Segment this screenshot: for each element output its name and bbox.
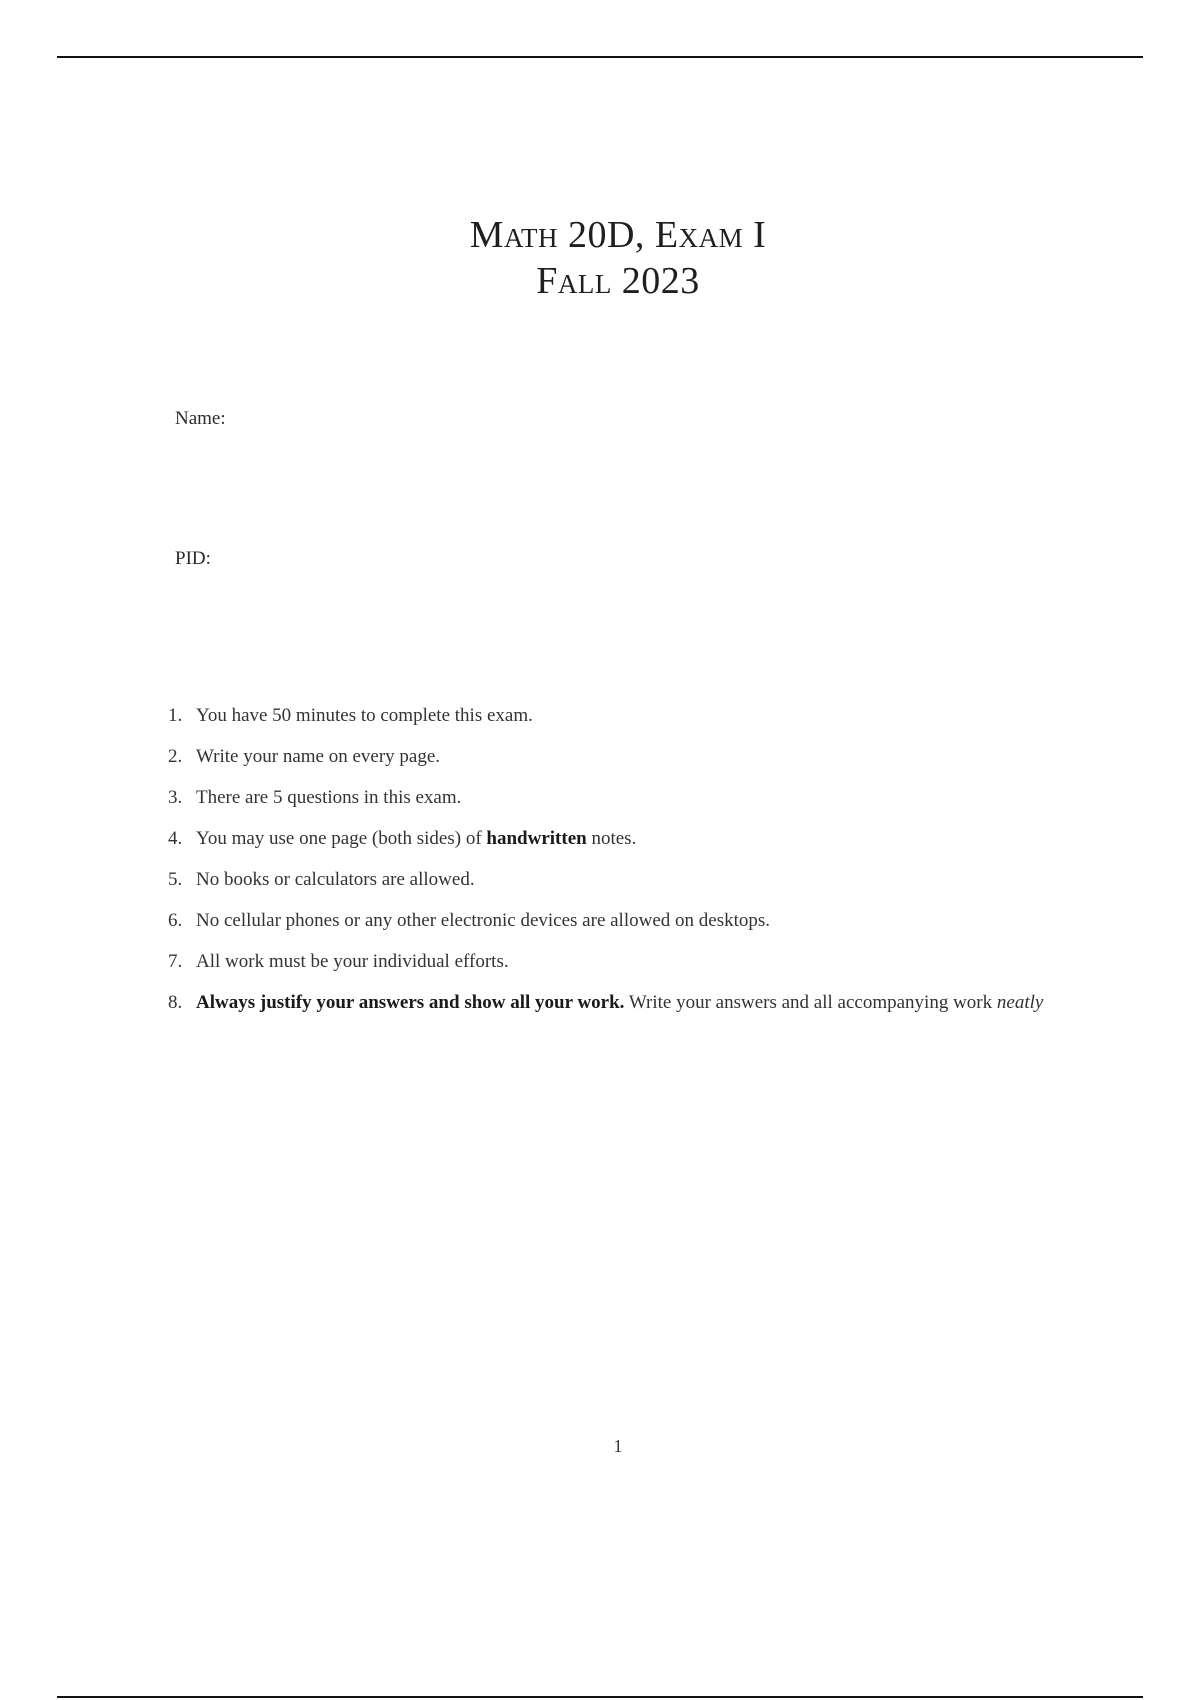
instruction-item bbox=[168, 909, 1098, 933]
exam-title-block bbox=[0, 212, 1200, 304]
instruction-item bbox=[168, 991, 1098, 1015]
instruction-emphasis: Always justify your answers and show all your work. bbox=[196, 992, 625, 1013]
instruction-text: Write your answers and all accompanying work bbox=[624, 992, 997, 1013]
instruction-item bbox=[168, 745, 1098, 769]
instruction-item bbox=[168, 950, 1098, 974]
exam-title: Math 20D, Exam I bbox=[469, 214, 767, 256]
instruction-text: notes. bbox=[586, 828, 637, 849]
instruction-number: 3. bbox=[168, 787, 183, 808]
instruction-text: Write your name on every page. bbox=[196, 746, 441, 767]
instruction-text: All work must be your individual efforts. bbox=[196, 951, 509, 972]
instruction-item bbox=[168, 786, 1098, 810]
instructions-list bbox=[168, 704, 1098, 1032]
instruction-number: 5. bbox=[168, 869, 183, 890]
instruction-italic: neatly bbox=[996, 992, 1044, 1013]
page-number: 1 bbox=[613, 1436, 623, 1456]
instruction-item bbox=[168, 868, 1098, 892]
bottom-rule bbox=[57, 1696, 1143, 1698]
top-rule bbox=[57, 56, 1143, 58]
exam-term: Fall 2023 bbox=[536, 260, 700, 302]
instruction-text: You may use one page (both sides) of bbox=[196, 828, 487, 849]
instruction-number: 1. bbox=[168, 705, 183, 726]
pid-label: PID: bbox=[175, 548, 211, 569]
instruction-item bbox=[168, 827, 1098, 851]
name-label: Name: bbox=[175, 408, 226, 429]
instruction-item bbox=[168, 704, 1098, 728]
instruction-text: No cellular phones or any other electronic devices are allowed on desktops. bbox=[196, 910, 771, 931]
instruction-number: 6. bbox=[168, 910, 183, 931]
instruction-number: 7. bbox=[168, 951, 183, 972]
instruction-text: No books or calculators are allowed. bbox=[196, 869, 475, 890]
instruction-number: 2. bbox=[168, 746, 183, 767]
instruction-number: 8. bbox=[168, 992, 183, 1013]
instruction-emphasis: handwritten bbox=[486, 828, 587, 849]
instruction-number: 4. bbox=[168, 828, 183, 849]
instruction-text: There are 5 questions in this exam. bbox=[196, 787, 462, 808]
instruction-text: You have 50 minutes to complete this exam. bbox=[196, 705, 533, 726]
